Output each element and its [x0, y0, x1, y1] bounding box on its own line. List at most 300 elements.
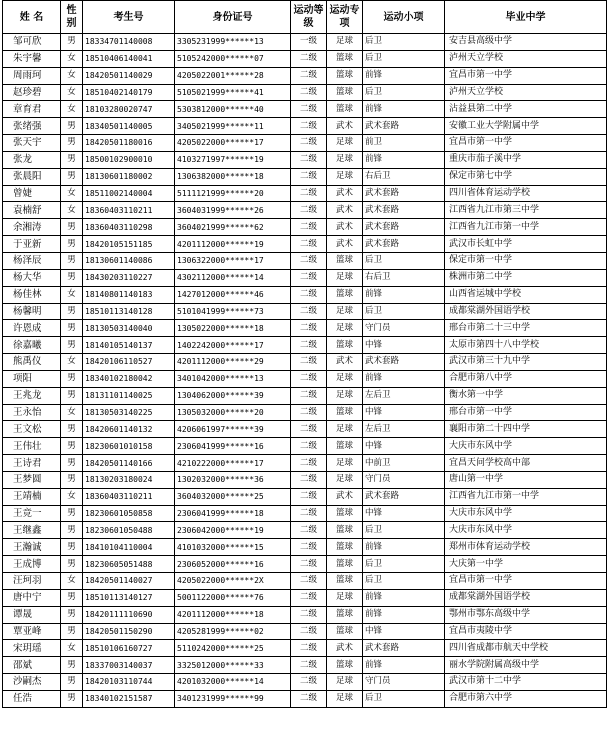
cell-sport: 篮球 [327, 286, 363, 303]
cell-gender: 男 [61, 674, 83, 691]
cell-exam-no: 18140105140137 [83, 337, 175, 354]
cell-item: 后卫 [363, 303, 445, 320]
cell-exam-no: 18360403110211 [83, 488, 175, 505]
cell-gender: 男 [61, 337, 83, 354]
cell-level: 二级 [291, 657, 327, 674]
cell-level: 一级 [291, 34, 327, 51]
cell-sport: 足球 [327, 320, 363, 337]
cell-school: 太原市第四十八中学校 [445, 337, 607, 354]
cell-item: 后卫 [363, 34, 445, 51]
cell-sport: 武术 [327, 236, 363, 253]
cell-item: 前锋 [363, 370, 445, 387]
cell-gender: 男 [61, 522, 83, 539]
cell-sport: 篮球 [327, 101, 363, 118]
table-row [3, 168, 607, 185]
cell-item: 后卫 [363, 522, 445, 539]
cell-school: 保定市第七中学 [445, 168, 607, 185]
cell-exam-no: 18230601010158 [83, 438, 175, 455]
cell-sport: 足球 [327, 471, 363, 488]
cell-id-no: 1304062000******39 [175, 387, 291, 404]
cell-item: 前锋 [363, 67, 445, 84]
cell-item: 武术套路 [363, 640, 445, 657]
cell-item: 后卫 [363, 690, 445, 707]
cell-sport: 足球 [327, 168, 363, 185]
cell-sport: 武术 [327, 640, 363, 657]
cell-id-no: 1305032000******20 [175, 404, 291, 421]
cell-school: 重庆市茄子溪中学 [445, 151, 607, 168]
cell-id-no: 3405021999******11 [175, 118, 291, 135]
cell-id-no: 5303812000******40 [175, 101, 291, 118]
cell-sport: 篮球 [327, 337, 363, 354]
cell-exam-no: 18103280020747 [83, 101, 175, 118]
cell-school: 沾益县第二中学 [445, 101, 607, 118]
cell-school: 大庆市东风中学 [445, 438, 607, 455]
cell-school: 衡水第一中学 [445, 387, 607, 404]
cell-exam-no: 18360403110298 [83, 219, 175, 236]
cell-gender: 男 [61, 589, 83, 606]
cell-gender: 男 [61, 236, 83, 253]
cell-item: 前锋 [363, 606, 445, 623]
cell-level: 二级 [291, 539, 327, 556]
cell-item: 中锋 [363, 404, 445, 421]
cell-school: 宜昌市夷陵中学 [445, 623, 607, 640]
cell-gender: 女 [61, 640, 83, 657]
cell-item: 中锋 [363, 337, 445, 354]
cell-id-no: 1427012000******46 [175, 286, 291, 303]
cell-exam-no: 18130503140225 [83, 404, 175, 421]
cell-id-no: 4210222000******17 [175, 455, 291, 472]
cell-school: 大庆市东风中学 [445, 522, 607, 539]
cell-item: 左后卫 [363, 421, 445, 438]
cell-id-no: 4201112000******18 [175, 606, 291, 623]
cell-exam-no: 18140801140183 [83, 286, 175, 303]
cell-name: 于亚新 [3, 236, 61, 253]
table-row [3, 354, 607, 371]
cell-sport: 足球 [327, 135, 363, 152]
cell-gender: 女 [61, 488, 83, 505]
cell-exam-no: 18360403110211 [83, 202, 175, 219]
cell-school: 山西省运城中学校 [445, 286, 607, 303]
cell-exam-no: 18510402140179 [83, 84, 175, 101]
cell-name: 王瀚诚 [3, 539, 61, 556]
cell-item: 武术套路 [363, 185, 445, 202]
cell-level: 二级 [291, 219, 327, 236]
table-row [3, 118, 607, 135]
cell-id-no: 1302032000******36 [175, 471, 291, 488]
cell-name: 王兆龙 [3, 387, 61, 404]
cell-gender: 男 [61, 657, 83, 674]
cell-level: 二级 [291, 455, 327, 472]
table-row [3, 471, 607, 488]
table-row [3, 488, 607, 505]
header-row [3, 1, 607, 34]
cell-id-no: 4206061997******39 [175, 421, 291, 438]
cell-sport: 篮球 [327, 657, 363, 674]
cell-name: 杨佳林 [3, 286, 61, 303]
table-row [3, 34, 607, 51]
cell-gender: 男 [61, 118, 83, 135]
cell-id-no: 5105021999******41 [175, 84, 291, 101]
cell-sport: 足球 [327, 151, 363, 168]
cell-level: 二级 [291, 387, 327, 404]
cell-id-no: 4302112000******14 [175, 269, 291, 286]
cell-exam-no: 18337003140037 [83, 657, 175, 674]
cell-level: 二级 [291, 573, 327, 590]
cell-sport: 篮球 [327, 438, 363, 455]
cell-gender: 男 [61, 34, 83, 51]
cell-item: 守门员 [363, 320, 445, 337]
cell-exam-no: 18510106160727 [83, 640, 175, 657]
cell-id-no: 5001122000******76 [175, 589, 291, 606]
cell-school: 邢台市第二十三中学 [445, 320, 607, 337]
cell-id-no: 1306382000******18 [175, 168, 291, 185]
cell-name: 邵斌 [3, 657, 61, 674]
table-row [3, 589, 607, 606]
cell-exam-no: 18420501140027 [83, 573, 175, 590]
cell-level: 二级 [291, 505, 327, 522]
cell-id-no: 2306041999******16 [175, 438, 291, 455]
cell-gender: 女 [61, 67, 83, 84]
cell-item: 武术套路 [363, 236, 445, 253]
cell-id-no: 5105242000******07 [175, 50, 291, 67]
cell-name: 谭晟 [3, 606, 61, 623]
header-exam-no: 考生号 [83, 1, 175, 34]
cell-gender: 男 [61, 219, 83, 236]
cell-exam-no: 18420501140166 [83, 455, 175, 472]
cell-item: 武术套路 [363, 354, 445, 371]
table-row [3, 84, 607, 101]
cell-name: 杨泽辰 [3, 252, 61, 269]
cell-exam-no: 18500102900010 [83, 151, 175, 168]
cell-school: 成都棠湖外国语学校 [445, 303, 607, 320]
table-row [3, 623, 607, 640]
cell-item: 前锋 [363, 101, 445, 118]
cell-name: 覃亚峰 [3, 623, 61, 640]
cell-gender: 男 [61, 320, 83, 337]
cell-school: 邢台市第一中学 [445, 404, 607, 421]
cell-id-no: 5110242000******25 [175, 640, 291, 657]
cell-name: 张龙 [3, 151, 61, 168]
cell-exam-no: 18420103110744 [83, 674, 175, 691]
cell-sport: 篮球 [327, 252, 363, 269]
cell-school: 江西省九江市第三中学 [445, 202, 607, 219]
cell-exam-no: 18230601050858 [83, 505, 175, 522]
cell-item: 中前卫 [363, 455, 445, 472]
cell-level: 二级 [291, 370, 327, 387]
table-row [3, 657, 607, 674]
cell-id-no: 4103271997******19 [175, 151, 291, 168]
cell-gender: 女 [61, 185, 83, 202]
cell-sport: 足球 [327, 387, 363, 404]
cell-school: 四川省体育运动学校 [445, 185, 607, 202]
cell-level: 二级 [291, 690, 327, 707]
table-row [3, 556, 607, 573]
cell-school: 武汉市第三十九中学 [445, 354, 607, 371]
cell-gender: 男 [61, 387, 83, 404]
cell-level: 二级 [291, 118, 327, 135]
cell-id-no: 3401042000******13 [175, 370, 291, 387]
cell-item: 武术套路 [363, 202, 445, 219]
cell-exam-no: 18420106110527 [83, 354, 175, 371]
cell-level: 二级 [291, 151, 327, 168]
cell-id-no: 4101032000******15 [175, 539, 291, 556]
cell-item: 后卫 [363, 556, 445, 573]
cell-item: 武术套路 [363, 118, 445, 135]
cell-sport: 篮球 [327, 67, 363, 84]
cell-name: 王诗君 [3, 455, 61, 472]
cell-name: 王文松 [3, 421, 61, 438]
cell-exam-no: 18511002140004 [83, 185, 175, 202]
cell-name: 王永怡 [3, 404, 61, 421]
cell-id-no: 3401231999******99 [175, 690, 291, 707]
cell-level: 二级 [291, 303, 327, 320]
table-row [3, 303, 607, 320]
table-row [3, 539, 607, 556]
cell-item: 武术套路 [363, 219, 445, 236]
cell-school: 泸州天立学校 [445, 50, 607, 67]
cell-name: 王竞一 [3, 505, 61, 522]
cell-school: 武汉市长虹中学 [445, 236, 607, 253]
cell-exam-no: 18130203180024 [83, 471, 175, 488]
cell-id-no: 4205022000******17 [175, 135, 291, 152]
athlete-table [2, 0, 607, 708]
cell-id-no: 4205022001******28 [175, 67, 291, 84]
cell-school: 宜昌天问学校高中部 [445, 455, 607, 472]
cell-name: 张天宇 [3, 135, 61, 152]
header-school: 毕业中学 [445, 1, 607, 34]
cell-name: 沙嗣杰 [3, 674, 61, 691]
cell-name: 许恩成 [3, 320, 61, 337]
cell-gender: 男 [61, 370, 83, 387]
cell-level: 二级 [291, 674, 327, 691]
cell-item: 守门员 [363, 471, 445, 488]
cell-exam-no: 18420501150290 [83, 623, 175, 640]
cell-sport: 足球 [327, 303, 363, 320]
cell-school: 宜昌市第一中学 [445, 135, 607, 152]
cell-gender: 男 [61, 556, 83, 573]
cell-level: 二级 [291, 320, 327, 337]
cell-gender: 男 [61, 421, 83, 438]
cell-sport: 足球 [327, 370, 363, 387]
cell-name: 王靖楠 [3, 488, 61, 505]
cell-gender: 男 [61, 690, 83, 707]
cell-exam-no: 18510113140128 [83, 303, 175, 320]
cell-id-no: 4205281999******02 [175, 623, 291, 640]
cell-gender: 女 [61, 354, 83, 371]
header-id-no: 身份证号 [175, 1, 291, 34]
cell-name: 朱宇馨 [3, 50, 61, 67]
table-row [3, 236, 607, 253]
cell-sport: 足球 [327, 34, 363, 51]
cell-gender: 男 [61, 606, 83, 623]
cell-id-no: 4201112000******19 [175, 236, 291, 253]
cell-name: 任浩 [3, 690, 61, 707]
cell-name: 王伟壮 [3, 438, 61, 455]
table-row [3, 674, 607, 691]
cell-sport: 篮球 [327, 505, 363, 522]
cell-sport: 足球 [327, 589, 363, 606]
cell-level: 二级 [291, 354, 327, 371]
cell-id-no: 1402242000******17 [175, 337, 291, 354]
cell-item: 中锋 [363, 623, 445, 640]
cell-exam-no: 18510406140041 [83, 50, 175, 67]
cell-id-no: 2306042000******19 [175, 522, 291, 539]
cell-exam-no: 18420111110690 [83, 606, 175, 623]
cell-level: 二级 [291, 84, 327, 101]
cell-sport: 篮球 [327, 50, 363, 67]
cell-exam-no: 18340102151587 [83, 690, 175, 707]
cell-school: 安吉县高级中学 [445, 34, 607, 51]
cell-item: 前锋 [363, 151, 445, 168]
cell-level: 二级 [291, 404, 327, 421]
cell-item: 后卫 [363, 252, 445, 269]
cell-level: 二级 [291, 337, 327, 354]
cell-level: 二级 [291, 67, 327, 84]
cell-exam-no: 18510113140127 [83, 589, 175, 606]
cell-name: 杨馨明 [3, 303, 61, 320]
table-row [3, 421, 607, 438]
cell-school: 唐山第一中学 [445, 471, 607, 488]
cell-gender: 女 [61, 202, 83, 219]
table-row [3, 135, 607, 152]
cell-level: 二级 [291, 471, 327, 488]
cell-id-no: 3305231999******13 [175, 34, 291, 51]
cell-exam-no: 18420501180016 [83, 135, 175, 152]
cell-sport: 武术 [327, 185, 363, 202]
cell-name: 赵珍碧 [3, 84, 61, 101]
cell-id-no: 4201032000******14 [175, 674, 291, 691]
cell-gender: 男 [61, 168, 83, 185]
cell-sport: 足球 [327, 269, 363, 286]
cell-item: 守门员 [363, 674, 445, 691]
table-row [3, 202, 607, 219]
table-row [3, 269, 607, 286]
cell-id-no: 3604032000******25 [175, 488, 291, 505]
cell-sport: 武术 [327, 202, 363, 219]
cell-sport: 足球 [327, 455, 363, 472]
cell-id-no: 1306322000******17 [175, 252, 291, 269]
cell-gender: 男 [61, 151, 83, 168]
cell-item: 武术套路 [363, 488, 445, 505]
cell-level: 二级 [291, 556, 327, 573]
cell-gender: 男 [61, 455, 83, 472]
cell-school: 四川省成都市航天中学校 [445, 640, 607, 657]
cell-level: 二级 [291, 421, 327, 438]
cell-gender: 男 [61, 303, 83, 320]
table-row [3, 337, 607, 354]
cell-school: 泸州天立学校 [445, 84, 607, 101]
cell-name: 汪珂羽 [3, 573, 61, 590]
cell-sport: 足球 [327, 421, 363, 438]
header-sport: 运动专项 [327, 1, 363, 34]
table-row [3, 606, 607, 623]
cell-sport: 武术 [327, 219, 363, 236]
cell-item: 前卫 [363, 135, 445, 152]
table-row [3, 151, 607, 168]
cell-gender: 男 [61, 539, 83, 556]
cell-name: 王梦圆 [3, 471, 61, 488]
header-name: 姓 名 [3, 1, 61, 34]
table-row [3, 219, 607, 236]
table-row [3, 252, 607, 269]
cell-school: 保定市第一中学 [445, 252, 607, 269]
cell-id-no: 2306041999******18 [175, 505, 291, 522]
cell-sport: 武术 [327, 354, 363, 371]
cell-name: 袁楠舒 [3, 202, 61, 219]
cell-name: 邹可欣 [3, 34, 61, 51]
cell-item: 前锋 [363, 286, 445, 303]
cell-sport: 篮球 [327, 404, 363, 421]
table-row [3, 522, 607, 539]
cell-name: 唐中宁 [3, 589, 61, 606]
table-row [3, 690, 607, 707]
cell-sport: 武术 [327, 118, 363, 135]
cell-level: 二级 [291, 202, 327, 219]
cell-item: 后卫 [363, 573, 445, 590]
cell-sport: 武术 [327, 488, 363, 505]
cell-exam-no: 18230601050488 [83, 522, 175, 539]
cell-gender: 女 [61, 50, 83, 67]
cell-level: 二级 [291, 522, 327, 539]
cell-school: 襄阳市第二十四中学 [445, 421, 607, 438]
cell-exam-no: 18130601180002 [83, 168, 175, 185]
cell-school: 大庆市东风中学 [445, 505, 607, 522]
cell-name: 杨大华 [3, 269, 61, 286]
cell-level: 二级 [291, 252, 327, 269]
cell-gender: 女 [61, 286, 83, 303]
cell-school: 郑州市体育运动学校 [445, 539, 607, 556]
cell-level: 二级 [291, 640, 327, 657]
cell-id-no: 3325012000******33 [175, 657, 291, 674]
cell-name: 章育君 [3, 101, 61, 118]
cell-gender: 女 [61, 101, 83, 118]
cell-level: 二级 [291, 438, 327, 455]
cell-exam-no: 18420105151185 [83, 236, 175, 253]
cell-gender: 男 [61, 623, 83, 640]
cell-exam-no: 18340501140005 [83, 118, 175, 135]
cell-id-no: 4205022000******2X [175, 573, 291, 590]
cell-school: 丽水学院附属高级中学 [445, 657, 607, 674]
cell-exam-no: 18410104110004 [83, 539, 175, 556]
cell-item: 右后卫 [363, 269, 445, 286]
cell-id-no: 1305022000******18 [175, 320, 291, 337]
cell-item: 后卫 [363, 50, 445, 67]
cell-id-no: 5111121999******20 [175, 185, 291, 202]
cell-level: 二级 [291, 589, 327, 606]
cell-name: 宋玥瑶 [3, 640, 61, 657]
table-row [3, 286, 607, 303]
cell-sport: 足球 [327, 674, 363, 691]
table-row [3, 505, 607, 522]
cell-item: 右后卫 [363, 168, 445, 185]
cell-gender: 男 [61, 438, 83, 455]
table-row [3, 438, 607, 455]
cell-exam-no: 18230605051488 [83, 556, 175, 573]
cell-level: 二级 [291, 185, 327, 202]
cell-id-no: 4201112000******29 [175, 354, 291, 371]
cell-name: 徐嘉曦 [3, 337, 61, 354]
cell-exam-no: 18131101140025 [83, 387, 175, 404]
cell-item: 后卫 [363, 84, 445, 101]
cell-name: 曾婕 [3, 185, 61, 202]
cell-id-no: 3604031999******26 [175, 202, 291, 219]
cell-level: 二级 [291, 168, 327, 185]
cell-exam-no: 18430203110227 [83, 269, 175, 286]
cell-name: 张绪强 [3, 118, 61, 135]
cell-item: 前锋 [363, 589, 445, 606]
header-level: 运动等级 [291, 1, 327, 34]
cell-gender: 女 [61, 404, 83, 421]
